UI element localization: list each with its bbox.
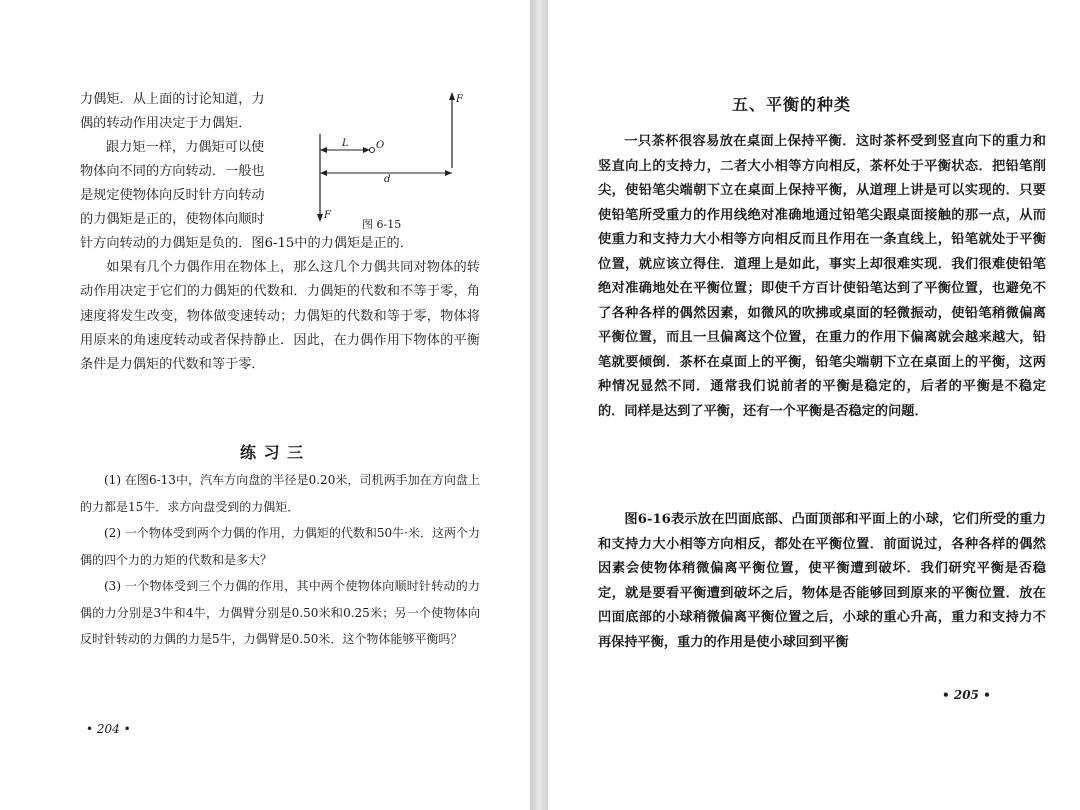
paragraph-2: 图6-16表示放在凹面底部、凸面顶部和平面上的小球，它们所受的重力和支持力大小相等方向相反，都处在平衡位置．前面说过，各种各样的偶然因素会使物体稍微偏离平衡位置，使平衡遭到破坏．我们研究平衡是否稳定，就是要看平衡遭到破坏之后，物体是否能够回到原来的平衡位置．放在凹面底部的小球稍微偏离平衡位置之后，小球的重心升高，重力和支持力不再保持平衡，重力的作用是使小球回到平衡 [598, 512, 1046, 650]
intro-line: 物体向不同的方向转动．一般也 [80, 164, 265, 179]
section-title: 五、平衡的种类 [732, 95, 852, 114]
exercise-title: 练 习 三 [240, 443, 305, 462]
intro-line: 力偶矩．从上面的讨论知道，力 [80, 92, 265, 107]
point-label-o: O [376, 140, 385, 151]
exercise-item: (3) 一个物体受到三个力偶的作用，其中两个使物体向顺时针转动的力偶的力分别是3牛和4牛，力偶臂分别是0.50米和0.25米；另一个使物体向反时针转动的力偶的力是5牛，力偶臂是0.50米．这个物体能够平衡吗？ [80, 579, 480, 646]
exercise-item: (2) 一个物体受到两个力偶的作用，力偶矩的代数和50牛·米．这两个力偶的四个力的力矩的代数和是多大？ [80, 526, 480, 567]
force-label-top: F [456, 94, 463, 105]
arm-label-l: L [342, 138, 349, 149]
left-page [0, 0, 530, 810]
force-label-bottom: F [324, 210, 331, 221]
figure-caption: 图 6-15 [362, 218, 402, 231]
paragraph-tail: 针方向转动的力偶矩是负的．图6-15中的力偶矩是正的． [80, 236, 413, 251]
exercise-item: (1) 在图6-13中，汽车方向盘的半径是0.20米，司机两手加在方向盘上的力都是15牛．求方向盘受到的力偶矩． [80, 473, 480, 514]
intro-line: 偶的转动作用决定于力偶矩． [80, 116, 252, 131]
paragraph-1: 一只茶杯很容易放在桌面上保持平衡．这时茶杯受到竖直向下的重力和竖直向上的支持力，二者大小相等方向相反，茶杯处于平衡状态．把铅笔削尖，使铅笔尖端朝下立在桌面上保持平衡，从道理上讲是可以实现的．只要使铅笔所受重力的作用线绝对准确地通过铅笔尖跟桌面接触的那一点，从而使重力和支持力大小相等方向相反而且作用在一条直线上，铅笔就处于平衡位置，就应该立得住．道理上是如此，事实上却很难实现．我们很难使铅笔绝对准确地处在平衡位置；即使千方百计使铅笔达到了平衡位置，也避免不了各种各样的偶然因素，如微风的吹拂或桌面的轻微振动，使铅笔稍微偏离平衡位置，而且一旦偏离这个位置，在重力的作用下偏离就会越来越大，铅笔就要倾倒．茶杯在桌面上的平衡，铅笔尖端朝下立在桌面上的平衡，这两种情况显然不同．通常我们说前者的平衡是稳定的，后者的平衡是不稳定的．同样是达到了平衡，还有一个平衡是否稳定的问题． [598, 134, 1046, 419]
page-number: • 205 • [942, 688, 991, 702]
intro-line: 跟力矩一样，力偶矩可以使 [106, 140, 265, 155]
arm-label-d: d [384, 174, 391, 185]
paragraph-2: 如果有几个力偶作用在物体上，那么这几个力偶共同对物体的转动作用决定于它们的力偶矩的代数和．力偶矩的代数和不等于零，角速度将发生改变，物体做变速转动；力偶矩的代数和等于零，物体将用原来的角速度转动或者保持静止．因此，在力偶作用下物体的平衡条件是力偶矩的代数和等于零． [80, 260, 480, 373]
figure-6-15 [312, 88, 482, 238]
intro-line: 的力偶矩是正的，使物体向顺时 [80, 212, 265, 227]
book-spine [530, 0, 548, 810]
page-number: • 204 • [86, 722, 131, 736]
right-page [548, 0, 1080, 810]
intro-line: 是规定使物体向反时针方向转动 [80, 188, 265, 203]
